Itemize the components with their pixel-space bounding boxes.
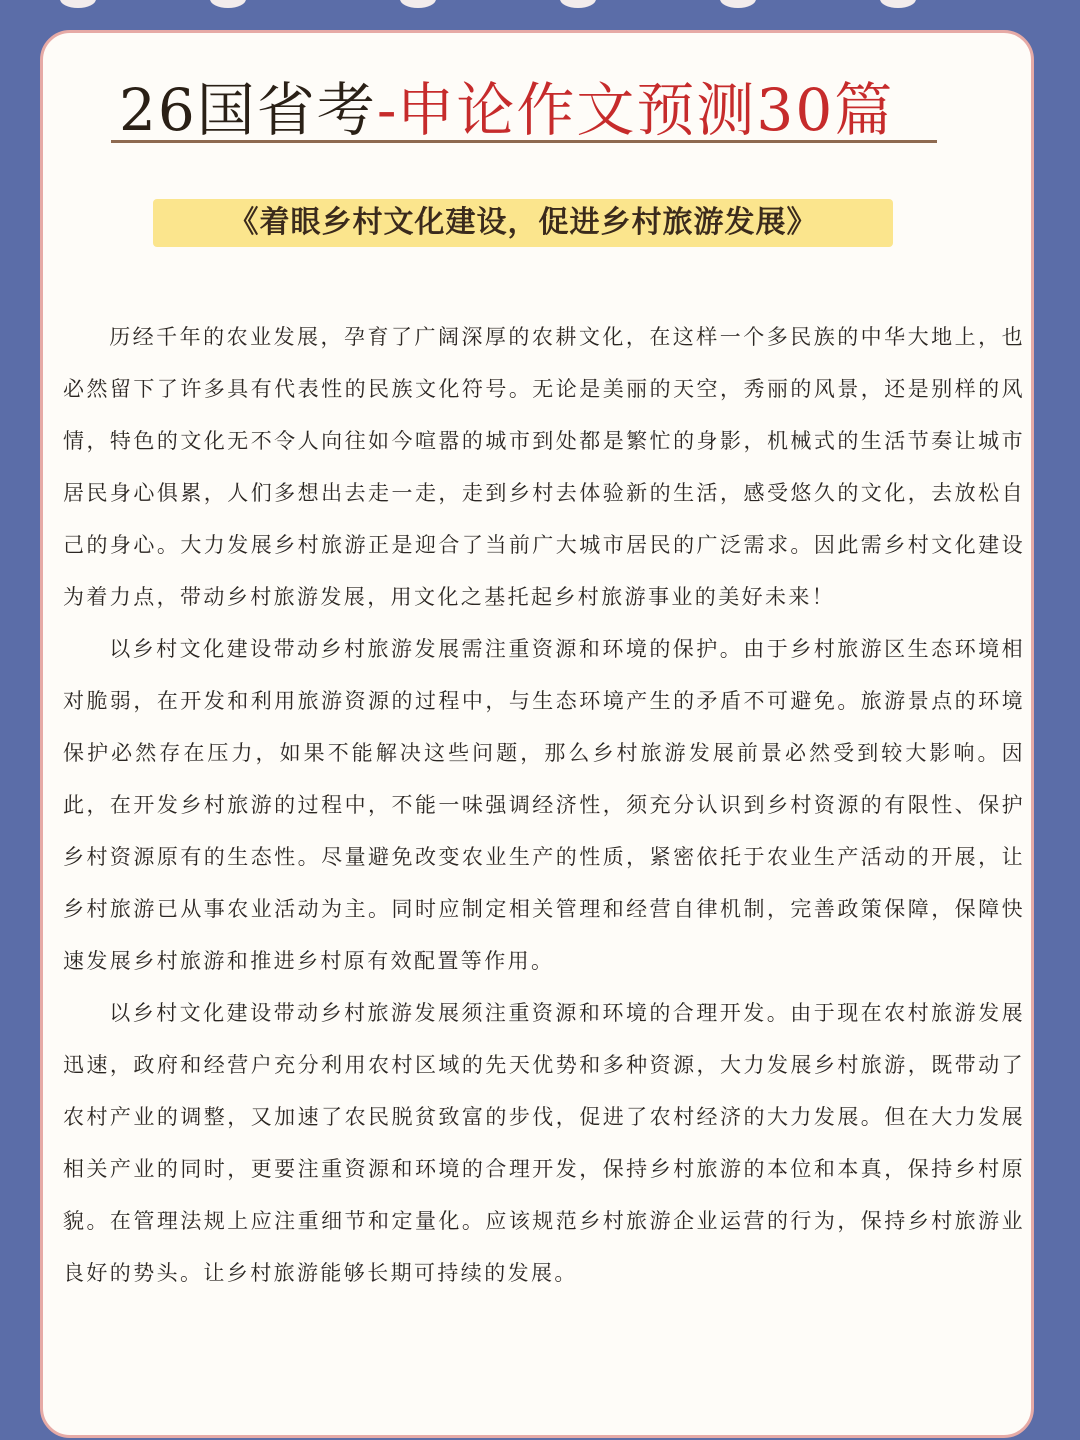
paragraph-3: 以乡村文化建设带动乡村旅游发展须注重资源和环境的合理开发。由于现在农村旅游发展迅速，政府和经营户充分利用农村区域的先天优势和多种资源，大力发展乡村旅游，既带动了农村产业的调整，又加速了农民脱贫致富的步伐，促进了农村经济的大力发展。但在大力发展相关产业的同时，更要注重资源和环境的合理开发，保持乡村旅游的本位和本真，保持乡村原貌。在管理法规上应注重细节和定量化。应该规范乡村旅游企业运营的行为，保持乡村旅游业良好的势头。让乡村旅游能够长期可持续的发展。 bbox=[63, 1001, 1025, 1285]
header-dash: - bbox=[376, 76, 397, 143]
content-card bbox=[40, 30, 1034, 1438]
paragraph-2: 以乡村文化建设带动乡村旅游发展需注重资源和环境的保护。由于乡村旅游区生态环境相对脆弱，在开发和利用旅游资源的过程中，与生态环境产生的矛盾不可避免。旅游景点的环境保护必然存在压力，如果不能解决这些问题，那么乡村旅游发展前景必然受到较大影响。因此，在开发乡村旅游的过程中，不能一味强调经济性，须充分认识到乡村资源的有限性、保护乡村资源原有的生态性。尽量避免改变农业生产的性质，紧密依托于农业生产活动的开展，让乡村旅游已从事农业活动为主。同时应制定相关管理和经营自律机制，完善政策保障，保障快速发展乡村旅游和推进乡村原有效配置等作用。 bbox=[63, 637, 1025, 973]
header-accent-title: 申论作文预测30篇 bbox=[396, 76, 895, 143]
subtitle-highlight bbox=[153, 199, 893, 247]
paragraph-1: 历经千年的农业发展，孕育了广阔深厚的农耕文化，在这样一个多民族的中华大地上，也必然留下了许多具有代表性的民族文化符号。无论是美丽的天空，秀丽的风景，还是别样的风情，特色的文化无不令人向往如今喧嚣的城市到处都是繁忙的身影，机械式的生活节奏让城市居民身心俱累，人们多想出去走一走，走到乡村去体验新的生活，感受悠久的文化，去放松自己的身心。大力发展乡村旅游正是迎合了当前广大城市居民的广泛需求。因此需乡村文化建设为着力点，带动乡村旅游发展，用文化之基托起乡村旅游事业的美好未来！ bbox=[63, 325, 1025, 609]
essay-body bbox=[63, 311, 1025, 1299]
page-header bbox=[111, 63, 937, 143]
top-decoration bbox=[0, 0, 1080, 14]
essay-title: 《着眼乡村文化建设，促进乡村旅游发展》 bbox=[228, 205, 818, 240]
header-main-title: 26国省考 bbox=[119, 76, 377, 143]
